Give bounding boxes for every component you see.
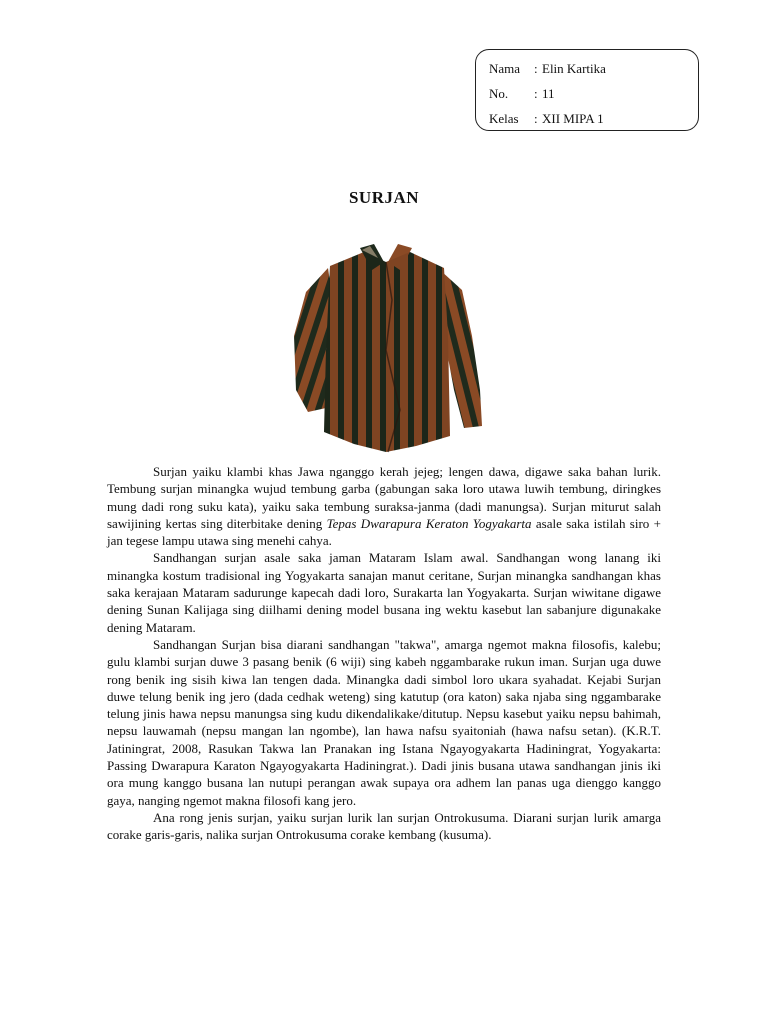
paragraph: Sandhangan surjan asale saka jaman Mataram Islam awal. Sandhangan wong lanang iki minangka kostum tradisional ing Yogyakarta sanajan manut ceritane, Surjan minangka sandhangan khas saka kerajaan Mataram sadurunge kapecah dadi loro, Surakarta lan Yogyakarta. Surjan wiwitane digawe dening Sunan Kalijaga sing diilhami dening model busana ing wektu kasebut lan sabanjure digunakake dening Mataram. — [107, 550, 661, 635]
info-label: Kelas — [489, 111, 519, 126]
info-separator: : — [534, 86, 538, 101]
page-title: SURJAN — [348, 188, 420, 207]
italic-source: Tepas Dwarapura Keraton Yogyakarta — [326, 515, 532, 531]
info-row-name — [489, 56, 698, 81]
paragraph — [107, 463, 661, 549]
info-label: Nama — [489, 61, 521, 76]
student-info-box — [475, 49, 699, 131]
info-value: 11 — [542, 86, 555, 101]
surjan-image — [288, 240, 484, 458]
striped-surjan-shirt-image — [288, 240, 484, 458]
paragraph-text: asale saka istilah siro + jan tegese lampu utawa sing menehi cahya. — [107, 515, 661, 549]
info-separator: : — [534, 61, 538, 76]
info-value: Elin Kartika — [542, 61, 606, 76]
paragraph: Sandhangan Surjan bisa diarani sandhangan "takwa", amarga ngemot makna filosofis, kalebu; gulu klambi surjan duwe 3 pasang benik (6 wiji) sing kabeh nggambarake rukun iman. Surjan uga duwe rong benik ing sisih kiwa lan tengen dada. Minangka dadi simbol loro ukara syahadat. Kejabi Surjan duwe telung benik ing jero (dada cedhak weteng) sing katutup (ora katon) saka njaba sing nggambarake telung jinis hawa nepsu manungsa sing kudu dikendalikake/ditutup. Nepsu kasebut yaiku nepsu bahimah, nepsu lauwamah (nepsu mangan lan ngombe), lan hawa nafsu syaitoniah (hawa nafsu setan). (K.R.T. Jatiningrat, 2008, Rasukan Takwa lan Pranakan ing Istana Ngayogyakarta Hadiningrat, Yogyakarta: Passing Dwarapura Karaton Ngayogyakarta Hadiningrat.). Dadi jinis busana utawa sandhangan jinis iki ora mung kanggo busana lan nutupi perangan awak supaya ora adhem lan panas uga dienggo kanggo gaya, nanging ngemot makna filosofi kang jero. — [107, 636, 661, 808]
info-label: No. — [489, 86, 509, 101]
info-separator: : — [534, 111, 538, 126]
paragraph: Ana rong jenis surjan, yaiku surjan lurik lan surjan Ontrokusuma. Diarani surjan lurik amarga corake garis-garis, nalika surjan Ontrokusuma corake kembang (kusuma). — [107, 809, 661, 843]
info-row-number — [489, 81, 698, 106]
paragraph-text: Surjan yaiku klambi khas Jawa nganggo kerah jejeg; lengen dawa, digawe saka bahan lurik. Tembung surjan minangka wujud tembung garba (gabungan saka loro utawa luwih tembung, diringkes mung dadi rong suku kata), yaiku saka tembung suraksa-janma (dadi manungsa). Surjan miturut salah sawijining kertas sing diterbitake dening — [107, 464, 661, 531]
info-row-class — [489, 106, 698, 131]
info-value: XII MIPA 1 — [542, 111, 604, 126]
article-body — [107, 463, 661, 844]
